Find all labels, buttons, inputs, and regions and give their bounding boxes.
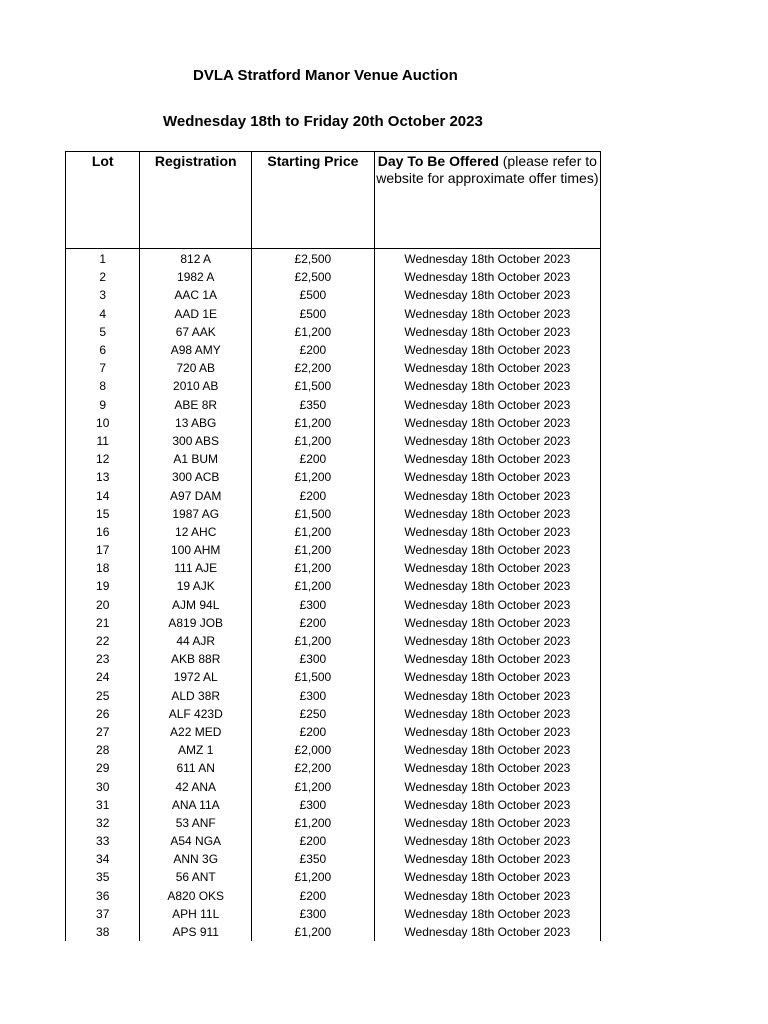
day-cell: Wednesday 18th October 2023 [374, 323, 600, 341]
registration-cell: A22 MED [140, 723, 252, 741]
price-cell: £1,200 [252, 868, 375, 886]
registration-cell: 812 A [140, 249, 252, 269]
day-cell: Wednesday 18th October 2023 [374, 286, 600, 304]
registration-cell: 1987 AG [140, 505, 252, 523]
table-row [66, 359, 601, 377]
price-cell: £200 [252, 887, 375, 905]
price-cell: £1,200 [252, 577, 375, 595]
table-row [66, 923, 601, 941]
registration-cell: 2010 AB [140, 377, 252, 395]
registration-cell: ANN 3G [140, 850, 252, 868]
day-cell: Wednesday 18th October 2023 [374, 249, 600, 269]
lot-cell: 18 [66, 559, 140, 577]
lot-cell: 13 [66, 468, 140, 486]
table-row [66, 705, 601, 723]
table-row [66, 577, 601, 595]
price-cell: £1,200 [252, 814, 375, 832]
lot-cell: 33 [66, 832, 140, 850]
lot-cell: 22 [66, 632, 140, 650]
registration-cell: APS 911 [140, 923, 252, 941]
lot-cell: 23 [66, 650, 140, 668]
price-cell: £200 [252, 832, 375, 850]
day-cell: Wednesday 18th October 2023 [374, 777, 600, 795]
day-cell: Wednesday 18th October 2023 [374, 614, 600, 632]
table-row [66, 741, 601, 759]
registration-cell: AMZ 1 [140, 741, 252, 759]
day-header-bold-text: Day To Be Offered [377, 153, 499, 169]
table-row [66, 868, 601, 886]
registration-cell: 13 ABG [140, 414, 252, 432]
registration-cell: AAD 1E [140, 305, 252, 323]
price-cell: £300 [252, 650, 375, 668]
day-cell: Wednesday 18th October 2023 [374, 432, 600, 450]
table-row [66, 850, 601, 868]
table-row [66, 450, 601, 468]
price-cell: £200 [252, 614, 375, 632]
price-cell: £1,200 [252, 777, 375, 795]
registration-cell: 42 ANA [140, 777, 252, 795]
registration-cell: 300 ABS [140, 432, 252, 450]
table-row [66, 323, 601, 341]
registration-cell: A98 AMY [140, 341, 252, 359]
registration-cell: A819 JOB [140, 614, 252, 632]
price-cell: £500 [252, 286, 375, 304]
lot-cell: 28 [66, 741, 140, 759]
registration-cell: 56 ANT [140, 868, 252, 886]
lot-cell: 30 [66, 777, 140, 795]
table-row [66, 523, 601, 541]
day-cell: Wednesday 18th October 2023 [374, 559, 600, 577]
day-cell: Wednesday 18th October 2023 [374, 850, 600, 868]
lot-cell: 12 [66, 450, 140, 468]
registration-cell: 720 AB [140, 359, 252, 377]
lot-cell: 36 [66, 887, 140, 905]
table-row [66, 632, 601, 650]
day-cell: Wednesday 18th October 2023 [374, 505, 600, 523]
day-cell: Wednesday 18th October 2023 [374, 305, 600, 323]
table-row [66, 305, 601, 323]
registration-cell: ALD 38R [140, 687, 252, 705]
lot-cell: 29 [66, 759, 140, 777]
registration-cell: 53 ANF [140, 814, 252, 832]
day-cell: Wednesday 18th October 2023 [374, 650, 600, 668]
registration-cell: 44 AJR [140, 632, 252, 650]
registration-cell: ANA 11A [140, 796, 252, 814]
table-row [66, 596, 601, 614]
table-row [66, 614, 601, 632]
registration-cell: 19 AJK [140, 577, 252, 595]
lot-cell: 15 [66, 505, 140, 523]
price-cell: £1,200 [252, 468, 375, 486]
price-cell: £2,500 [252, 249, 375, 269]
price-cell: £1,200 [252, 923, 375, 941]
lot-cell: 16 [66, 523, 140, 541]
column-header-day-to-be-offered [374, 152, 600, 249]
registration-cell: AKB 88R [140, 650, 252, 668]
table-row [66, 341, 601, 359]
day-cell: Wednesday 18th October 2023 [374, 577, 600, 595]
registration-cell: 12 AHC [140, 523, 252, 541]
price-cell: £1,200 [252, 632, 375, 650]
registration-cell: 111 AJE [140, 559, 252, 577]
table-row [66, 687, 601, 705]
table-row [66, 759, 601, 777]
lot-cell: 34 [66, 850, 140, 868]
lot-cell: 10 [66, 414, 140, 432]
lot-cell: 32 [66, 814, 140, 832]
table-row [66, 650, 601, 668]
table-row [66, 486, 601, 504]
registration-cell: A97 DAM [140, 486, 252, 504]
day-cell: Wednesday 18th October 2023 [374, 705, 600, 723]
lot-cell: 20 [66, 596, 140, 614]
day-header-note-text: (please refer to website for approximate offer times) [376, 153, 599, 186]
registration-cell: 67 AAK [140, 323, 252, 341]
day-cell: Wednesday 18th October 2023 [374, 268, 600, 286]
registration-cell: 611 AN [140, 759, 252, 777]
lot-cell: 8 [66, 377, 140, 395]
price-cell: £1,200 [252, 541, 375, 559]
table-header-row [66, 152, 601, 249]
price-cell: £1,200 [252, 523, 375, 541]
table-row [66, 432, 601, 450]
column-header-starting-price: Starting Price [252, 152, 375, 249]
price-cell: £300 [252, 796, 375, 814]
table-row [66, 559, 601, 577]
price-cell: £300 [252, 596, 375, 614]
table-row [66, 541, 601, 559]
table-row [66, 377, 601, 395]
day-cell: Wednesday 18th October 2023 [374, 905, 600, 923]
day-cell: Wednesday 18th October 2023 [374, 486, 600, 504]
day-cell: Wednesday 18th October 2023 [374, 668, 600, 686]
lot-cell: 21 [66, 614, 140, 632]
table-row [66, 505, 601, 523]
day-cell: Wednesday 18th October 2023 [374, 723, 600, 741]
price-cell: £500 [252, 305, 375, 323]
table-row [66, 796, 601, 814]
table-row [66, 249, 601, 269]
lot-cell: 7 [66, 359, 140, 377]
column-header-lot: Lot [66, 152, 140, 249]
table-row [66, 905, 601, 923]
price-cell: £300 [252, 905, 375, 923]
lot-cell: 27 [66, 723, 140, 741]
lot-cell: 6 [66, 341, 140, 359]
price-cell: £1,500 [252, 377, 375, 395]
day-cell: Wednesday 18th October 2023 [374, 868, 600, 886]
registration-cell: AAC 1A [140, 286, 252, 304]
auction-table [65, 151, 601, 941]
day-cell: Wednesday 18th October 2023 [374, 887, 600, 905]
price-cell: £2,200 [252, 759, 375, 777]
lot-cell: 35 [66, 868, 140, 886]
price-cell: £200 [252, 341, 375, 359]
price-cell: £1,500 [252, 668, 375, 686]
price-cell: £2,200 [252, 359, 375, 377]
table-row [66, 468, 601, 486]
day-cell: Wednesday 18th October 2023 [374, 377, 600, 395]
page-title: DVLA Stratford Manor Venue Auction [193, 67, 458, 84]
lot-cell: 5 [66, 323, 140, 341]
price-cell: £250 [252, 705, 375, 723]
table-row [66, 832, 601, 850]
table-body [66, 249, 601, 942]
price-cell: £1,200 [252, 559, 375, 577]
price-cell: £1,500 [252, 505, 375, 523]
day-cell: Wednesday 18th October 2023 [374, 832, 600, 850]
lot-cell: 4 [66, 305, 140, 323]
lot-cell: 1 [66, 249, 140, 269]
table-row [66, 268, 601, 286]
registration-cell: 1972 AL [140, 668, 252, 686]
day-cell: Wednesday 18th October 2023 [374, 341, 600, 359]
price-cell: £200 [252, 723, 375, 741]
registration-cell: ALF 423D [140, 705, 252, 723]
lot-cell: 3 [66, 286, 140, 304]
day-cell: Wednesday 18th October 2023 [374, 541, 600, 559]
day-cell: Wednesday 18th October 2023 [374, 359, 600, 377]
table-row [66, 286, 601, 304]
registration-cell: A54 NGA [140, 832, 252, 850]
registration-cell: AJM 94L [140, 596, 252, 614]
day-cell: Wednesday 18th October 2023 [374, 396, 600, 414]
price-cell: £200 [252, 450, 375, 468]
registration-cell: 1982 A [140, 268, 252, 286]
day-cell: Wednesday 18th October 2023 [374, 450, 600, 468]
day-cell: Wednesday 18th October 2023 [374, 687, 600, 705]
page-subtitle: Wednesday 18th to Friday 20th October 2023 [163, 113, 483, 130]
table-row [66, 777, 601, 795]
table-row [66, 414, 601, 432]
table-row [66, 814, 601, 832]
registration-cell: 100 AHM [140, 541, 252, 559]
lot-cell: 24 [66, 668, 140, 686]
price-cell: £1,200 [252, 323, 375, 341]
price-cell: £1,200 [252, 414, 375, 432]
day-cell: Wednesday 18th October 2023 [374, 923, 600, 941]
table-row [66, 723, 601, 741]
day-cell: Wednesday 18th October 2023 [374, 759, 600, 777]
day-cell: Wednesday 18th October 2023 [374, 414, 600, 432]
price-cell: £1,200 [252, 432, 375, 450]
price-cell: £350 [252, 850, 375, 868]
day-cell: Wednesday 18th October 2023 [374, 741, 600, 759]
price-cell: £2,500 [252, 268, 375, 286]
registration-cell: ABE 8R [140, 396, 252, 414]
day-cell: Wednesday 18th October 2023 [374, 796, 600, 814]
registration-cell: 300 ACB [140, 468, 252, 486]
lot-cell: 38 [66, 923, 140, 941]
lot-cell: 17 [66, 541, 140, 559]
column-header-registration: Registration [140, 152, 252, 249]
lot-cell: 31 [66, 796, 140, 814]
lot-cell: 26 [66, 705, 140, 723]
table-row [66, 396, 601, 414]
registration-cell: APH 11L [140, 905, 252, 923]
day-cell: Wednesday 18th October 2023 [374, 632, 600, 650]
price-cell: £300 [252, 687, 375, 705]
table-row [66, 887, 601, 905]
registration-cell: A1 BUM [140, 450, 252, 468]
lot-cell: 37 [66, 905, 140, 923]
day-cell: Wednesday 18th October 2023 [374, 814, 600, 832]
lot-cell: 25 [66, 687, 140, 705]
lot-cell: 14 [66, 486, 140, 504]
lot-cell: 19 [66, 577, 140, 595]
price-cell: £2,000 [252, 741, 375, 759]
day-cell: Wednesday 18th October 2023 [374, 596, 600, 614]
lot-cell: 2 [66, 268, 140, 286]
lot-cell: 9 [66, 396, 140, 414]
lot-cell: 11 [66, 432, 140, 450]
price-cell: £200 [252, 486, 375, 504]
table-row [66, 668, 601, 686]
day-cell: Wednesday 18th October 2023 [374, 523, 600, 541]
day-cell: Wednesday 18th October 2023 [374, 468, 600, 486]
registration-cell: A820 OKS [140, 887, 252, 905]
price-cell: £350 [252, 396, 375, 414]
